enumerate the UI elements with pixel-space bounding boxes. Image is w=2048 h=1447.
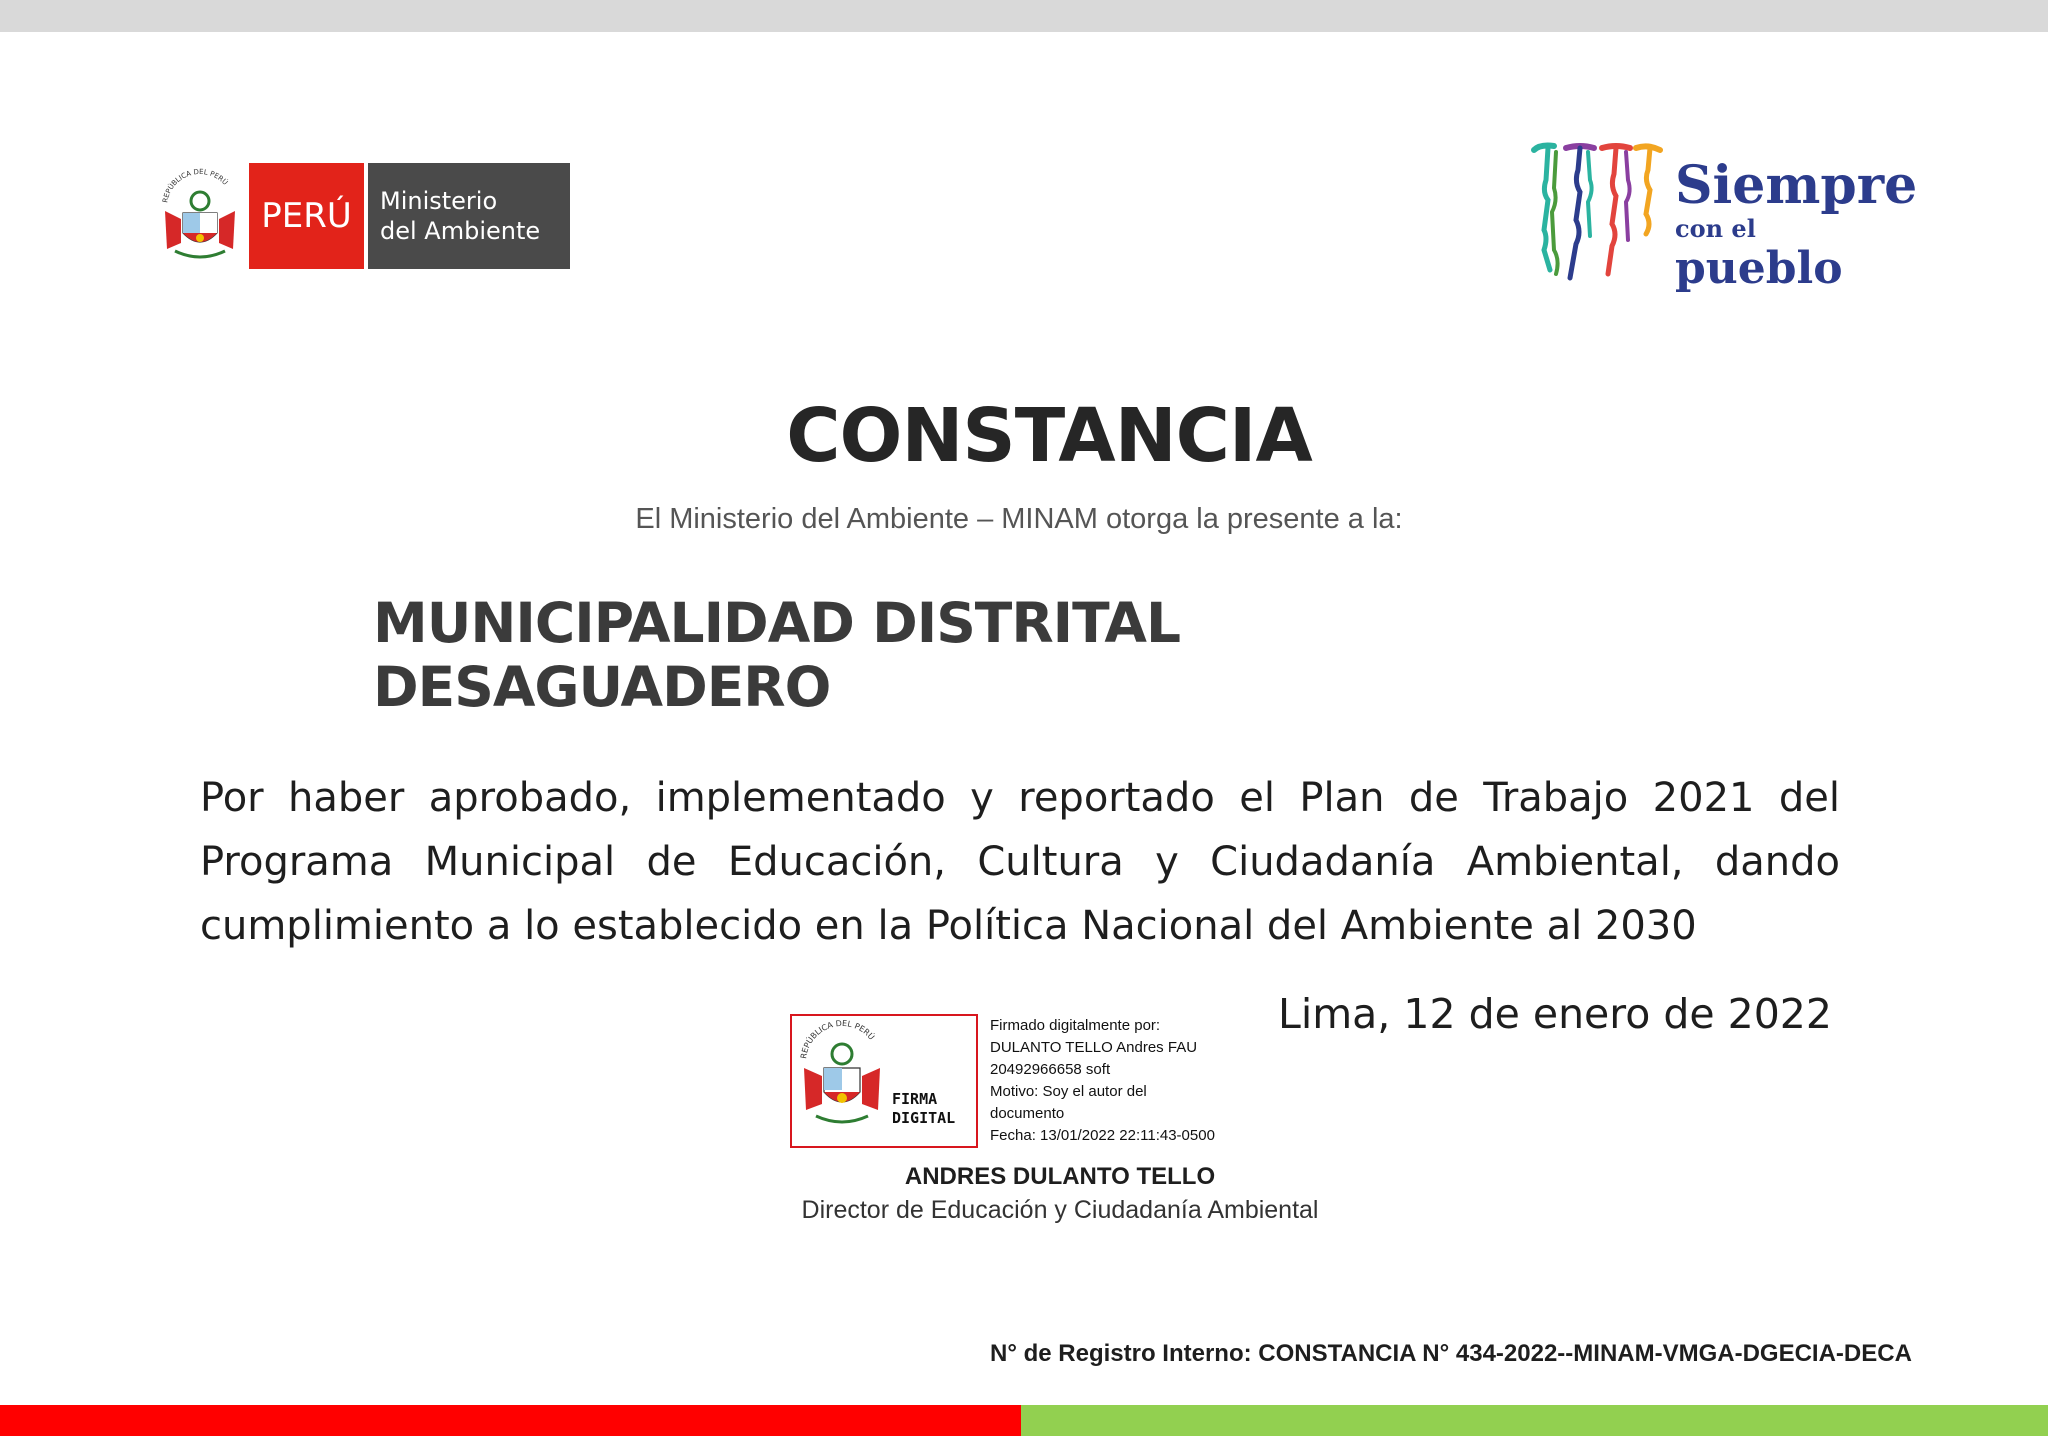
firma-digital-label bbox=[892, 1090, 955, 1128]
siempre-line2-big: pueblo bbox=[1675, 243, 1843, 294]
svg-text:REPÚBLICA DEL PERÚ bbox=[161, 168, 230, 203]
svg-text:REPÚBLICA DEL PERÚ bbox=[799, 1019, 878, 1059]
signature-info-line: documento bbox=[990, 1105, 1065, 1122]
document-title: CONSTANCIA bbox=[786, 393, 1312, 479]
siempre-line1: Siempre bbox=[1675, 155, 1918, 216]
ministerio-label-box bbox=[368, 163, 570, 269]
footer-red-bar bbox=[0, 1405, 1021, 1436]
recipient-name: MUNICIPALIDAD DISTRITAL DESAGUADERO bbox=[373, 591, 1180, 719]
firma-label-line1: FIRMA bbox=[892, 1090, 938, 1108]
signer-name: ANDRES DULANTO TELLO bbox=[904, 1163, 1216, 1190]
signature-info-line: Fecha: 13/01/2022 22:11:43-0500 bbox=[990, 1127, 1215, 1144]
siempre-line2-small: con el bbox=[1675, 214, 1756, 243]
peru-coat-of-arms-icon bbox=[155, 163, 245, 270]
signature-info bbox=[990, 1015, 1215, 1147]
peru-coat-of-arms-stamp-icon bbox=[792, 1016, 892, 1146]
signature-info-line: DULANTO TELLO Andres FAU bbox=[990, 1039, 1198, 1056]
digital-signature-stamp bbox=[788, 1012, 1248, 1152]
document-subtitle: El Ministerio del Ambiente – MINAM otorga la presente a la: bbox=[635, 503, 1403, 535]
ministerio-line1: Ministerio bbox=[380, 187, 498, 215]
signer-role: Director de Educación y Ciudadanía Ambiental bbox=[801, 1196, 1319, 1224]
certificate-body: Por haber aprobado, implementado y reportado el Plan de Trabajo 2021 del Programa Municipal de Educación, Cultura y Ciudadanía Ambiental, dando cumplimiento a lo establecido en la Política Nacional del Ambiente al 2030 bbox=[200, 775, 1840, 949]
minam-logo bbox=[155, 163, 570, 270]
signature-info-line: 20492966658 soft bbox=[990, 1061, 1111, 1078]
top-gray-bar bbox=[0, 0, 2048, 32]
issue-date: Lima, 12 de enero de 2022 bbox=[1278, 990, 1832, 1038]
ministerio-line2: del Ambiente bbox=[380, 217, 541, 245]
peru-label: PERÚ bbox=[261, 196, 352, 236]
signature-stamp-frame bbox=[790, 1014, 978, 1148]
signature-info-line: Firmado digitalmente por: bbox=[990, 1017, 1161, 1034]
knotted-threads-icon bbox=[1530, 140, 1670, 285]
footer-green-bar bbox=[1021, 1405, 2048, 1436]
internal-registry-number: N° de Registro Interno: CONSTANCIA N° 434-2022--MINAM-VMGA-DGECIA-DECA bbox=[990, 1340, 1912, 1367]
stamp-escudo-caption: REPÚBLICA DEL PERÚ bbox=[799, 1018, 877, 1060]
signature-info-line: Motivo: Soy el autor del bbox=[990, 1083, 1147, 1100]
firma-label-line2: DIGITAL bbox=[892, 1109, 956, 1127]
siempre-con-el-pueblo-logo bbox=[1530, 140, 1918, 294]
siempre-logo-text bbox=[1675, 155, 1918, 294]
escudo-caption: REPÚBLICA DEL PERÚ bbox=[161, 167, 230, 204]
peru-label-box bbox=[249, 163, 364, 269]
